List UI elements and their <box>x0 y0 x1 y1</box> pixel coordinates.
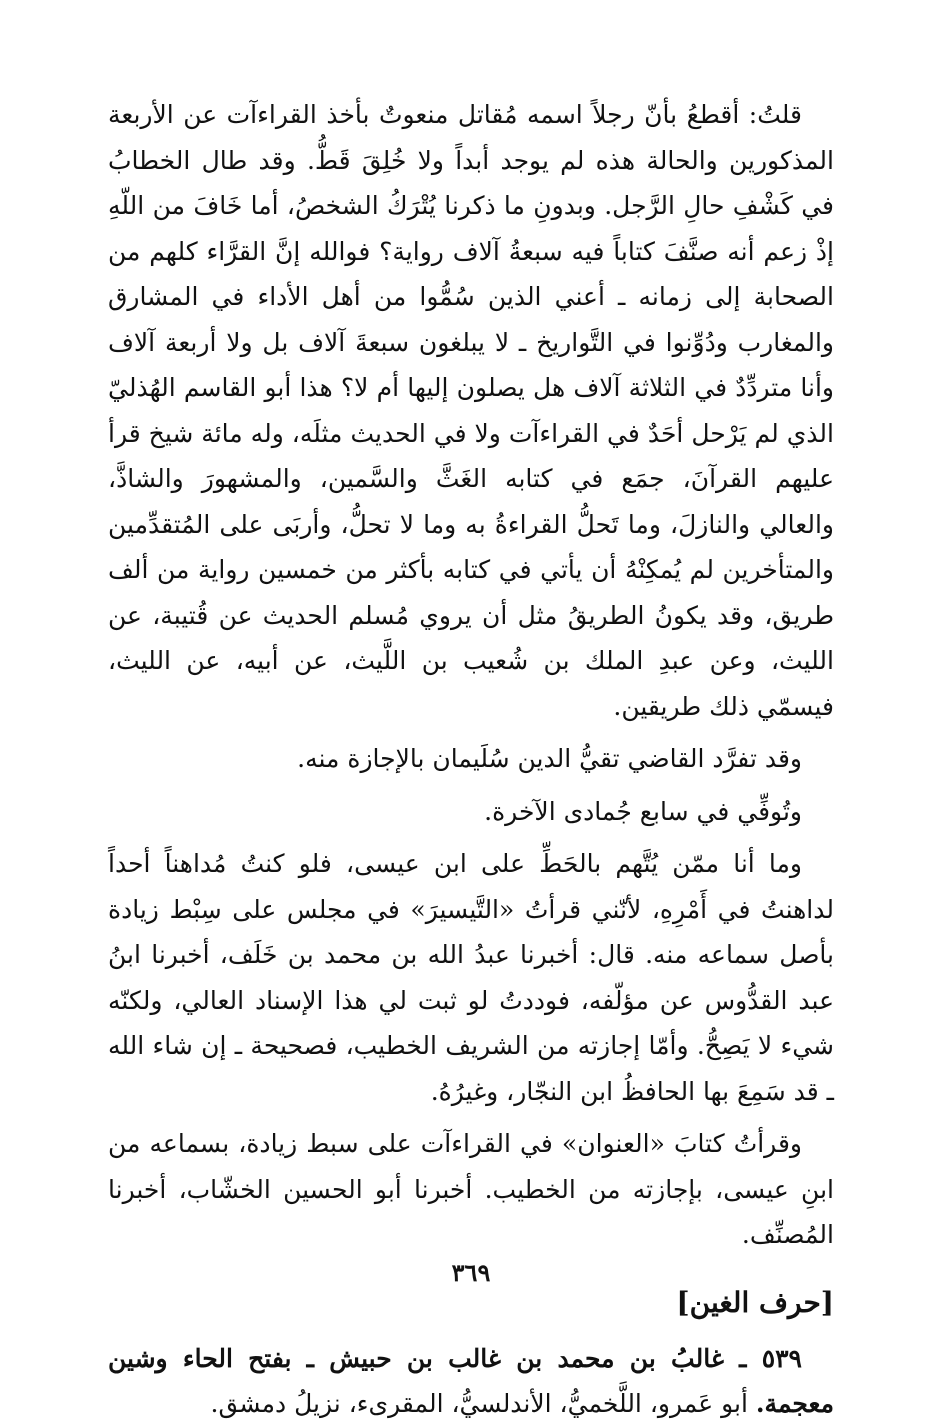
paragraph-1: قلتُ: أقطعُ بأنّ رجلاً اسمه مُقاتل منعوتٌ بأخذ القراءآت عن الأربعة المذكورين والحالة هذه لم يوجد أبداً ولا خُلِقَ قَطُّ. وقد طال الخطابُ في كَشْفِ حالِ الرَّجل. وبدونِ ما ذكرنا يُتْرَكُ الشخصُ، أما خَافَ من اللّهِ إذْ زعم أنه صنَّفَ كتاباً فيه سبعةُ آلاف رواية؟ فوالله إنَّ القرَّاء كلهم من الصحابة إلى زمانه ـ أعني الذين سُمُّوا من أهل الأداء في المشارق والمغارب ودُوِّنوا في التَّواريخ ـ لا يبلغون سبعةَ آلاف بل ولا أربعة آلاف وأنا متردِّدٌ في الثلاثة آلاف هل يصلون إليها أم لا؟ هذا أبو القاسم الهُذليّ الذي لم يَرْحل أحَدٌ في القراءآت ولا في الحديث مثلَه، وله مائة شيخ قرأ عليهم القرآنَ، جمَع في كتابه الغَثَّ والسَّمين، والمشهورَ والشاذَّ، والعالي والنازلَ، وما تَحلُّ القراءةُ به وما لا تحلُّ، وأربَى على المُتقدِّمين والمتأخرين لم يُمكِنْهُ أن يأتي في كتابه بأكثر من خمسين رواية من ألف طريق، وقد يكونُ الطريقُ مثل أن يروي مُسلم الحديث عن قُتيبة، عن الليث، وعن عبدِ الملك بن شُعيب بن اللَّيث، عن أبيه، عن الليث، فيسمّي ذلك طريقين. <box>108 100 834 721</box>
page-number: ٣٦٩ <box>451 1258 491 1287</box>
section-heading: [حرف الغين] <box>676 1285 834 1319</box>
biography-entry <box>108 1336 834 1427</box>
main-text <box>108 92 834 1427</box>
paragraph-4: وما أنا ممّن يُتَّهم بالحَطِّ على ابن عيسى، فلو كنتُ مُداهناً أحداً لداهنتُ في أَمْرِهِ، لأنّني قرأتُ «التَّيسيرَ» في مجلس على سِبْط زيادة بأصل سماعه منه. قال: أخبرنا عبدُ الله بن محمد بن خَلَف، أخبرنا ابنُ عبد القدُّوس عن مؤلّفه، فوددتُ لو ثبت لي هذا الإسناد العالي، ولكنّه شيء لا يَصِحُّ. وأمّا إجازته من الشريف الخطيب، فصحيحة ـ إن شاء الله ـ قد سَمِعَ بها الحافظُ ابن النجّار، وغيرُهُ. <box>108 849 834 1106</box>
entry-title: ـ غالبُ بن محمد بن غالب بن حبيش ـ بفتح الحاء وشين معجمة. <box>108 1343 834 1418</box>
paragraph-5: وقرأتُ كتابَ «العنوان» في القراءآت على سبط زيادة، بسماعه من ابنِ عيسى، بإجازته من الخطيب. أخبرنا أبو الحسين الخشّاب، أخبرنا المُصنِّف. <box>108 1129 834 1249</box>
paragraph-2: وقد تفرَّد القاضي تقيُّ الدين سُلَيمان بالإجازة منه. <box>297 744 802 773</box>
paragraph-3: وتُوفِّي في سابع جُمادى الآخرة. <box>484 796 802 826</box>
entry-description: أبو عَمرو، اللَّخميُّ، الأندلسيُّ، المقرىء، نزيلُ دمشق. <box>210 1389 756 1418</box>
entry-number: ٥٣٩ <box>761 1343 802 1373</box>
